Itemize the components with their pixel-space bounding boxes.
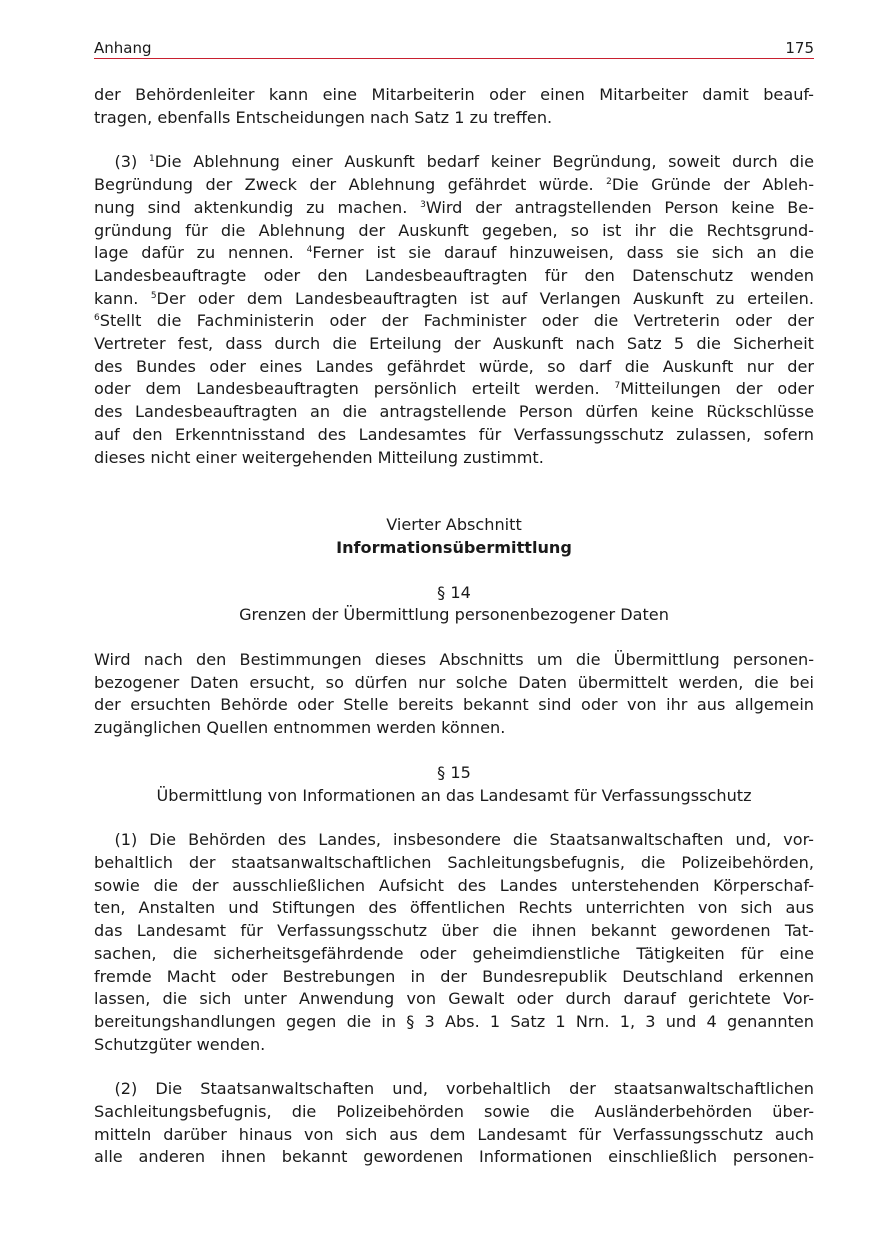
text-line: (1) Die Behörden des Landes, insbesondere die Staatsanwaltschaften und, vor- xyxy=(114,830,814,850)
text-line: das Landesamt für Verfassungsschutz über die ihnen bekannt gewordenen Tat- xyxy=(94,921,814,941)
body-text xyxy=(94,84,814,1169)
sentence-number: 1 xyxy=(149,154,155,165)
text-line: Begründung der Zweck der Ablehnung gefährdet würde. $^2$Die Gründe der Ableh- xyxy=(94,175,814,195)
text-line: fremde Macht oder Bestrebungen in der Bundesrepublik Deutschland erkennen xyxy=(94,966,814,986)
section-15-paragraph-1 xyxy=(94,829,814,1056)
text-line: bezogener Daten ersucht, so dürfen nur solche Daten übermittelt werden, die bei xyxy=(94,672,814,692)
text-line: nung sind aktenkundig zu machen. $^3$Wird der antragstellenden Person keine Be- xyxy=(94,197,815,217)
sentence-number: 7 xyxy=(614,381,621,392)
text-line: mitteln darüber hinaus von sich aus dem Landesamt für Verfassungsschutz auch xyxy=(94,1124,814,1144)
running-header xyxy=(94,38,814,60)
header-rule xyxy=(94,58,814,59)
text-line: lage dafür zu nennen. $^4$Ferner ist sie darauf hinzuweisen, dass sie sich an die xyxy=(94,243,814,263)
section-title: Übermittlung von Informationen an das Landesamt für Verfassungsschutz xyxy=(156,785,752,805)
section-14-heading xyxy=(94,582,814,627)
text-line: bereitungshandlungen gegen die in § 3 Abs. 1 Satz 1 Nrn. 1, 3 und 4 genannten xyxy=(94,1011,814,1031)
section-14-text xyxy=(94,649,814,740)
text-line: sachen, die sicherheitsgefährdende oder geheimdienstliche Tätigkeiten für eine xyxy=(94,943,814,963)
text-line: sowie die der ausschließlichen Aufsicht des Landes unterstehenden Körperschaf- xyxy=(94,875,814,895)
text-line: Landesbeauftragte oder den Landesbeauftragten für den Datenschutz wenden xyxy=(94,265,814,285)
chapter-label: Vierter Abschnitt xyxy=(386,515,522,535)
text-line: Vertreter fest, dass durch die Erteilung der Auskunft nach Satz 5 die Sicherheit xyxy=(94,334,814,354)
text-line: Sachleitungsbefugnis, die Polizeibehörden sowie die Ausländerbehörden über- xyxy=(94,1102,814,1122)
section-number: § 15 xyxy=(437,762,471,782)
page-number: 175 xyxy=(785,39,814,57)
intro-paragraph xyxy=(94,84,814,129)
text-line: $^6$Stellt die Fachministerin oder der Fachminister oder die Vertreterin oder der xyxy=(94,311,814,331)
text-line: oder dem Landesbeauftragten persönlich erteilt werden. $^7$Mitteilungen der oder xyxy=(94,379,814,399)
chapter-heading xyxy=(94,514,814,559)
section-15-heading xyxy=(94,762,814,807)
sentence-number: 3 xyxy=(420,199,426,210)
text-line: Schutzgüter wenden. xyxy=(94,1034,266,1054)
text-line: des Bundes oder eines Landes gefährdet würde, so darf die Auskunft nur der xyxy=(94,356,814,376)
text-line: (2) Die Staatsanwaltschaften und, vorbehaltlich der staatsanwaltschaftlichen xyxy=(114,1079,814,1099)
header-section-title: Anhang xyxy=(94,39,152,57)
text-line: der ersuchten Behörde oder Stelle bereits bekannt sind oder von ihr aus allgemein xyxy=(94,695,814,715)
text-line: behaltlich der staatsanwaltschaftlichen Sachleitungsbefugnis, die Polizeibehörden, xyxy=(94,852,814,872)
text-line: tragen, ebenfalls Entscheidungen nach Satz 1 zu treffen. xyxy=(94,107,553,127)
chapter-title: Informationsübermittlung xyxy=(336,537,572,557)
paragraph-3 xyxy=(94,151,814,469)
text-line: zugänglichen Quellen entnommen werden können. xyxy=(94,718,506,738)
text-line: alle anderen ihnen bekannt gewordenen Informationen einschließlich personen- xyxy=(94,1147,814,1167)
sentence-number: 4 xyxy=(306,245,313,256)
sentence-number: 2 xyxy=(606,177,612,188)
text-line: dieses nicht einer weitergehenden Mitteilung zustimmt. xyxy=(94,447,544,467)
text-line: ten, Anstalten und Stiftungen des öffentlichen Rechts unterrichten von sich aus xyxy=(94,898,814,918)
text-line: des Landesbeauftragten an die antragstellende Person dürfen keine Rückschlüsse xyxy=(94,402,814,422)
text-line: gründung für die Ablehnung der Auskunft gegeben, so ist ihr die Rechtsgrund- xyxy=(94,220,814,240)
text-line: der Behördenleiter kann eine Mitarbeiterin oder einen Mitarbeiter damit beauf- xyxy=(94,85,814,104)
sentence-number: 5 xyxy=(150,290,157,301)
section-title: Grenzen der Übermittlung personenbezogener Daten xyxy=(239,605,669,625)
text-line: auf den Erkenntnisstand des Landesamtes für Verfassungsschutz zulassen, sofern xyxy=(94,424,814,444)
section-number: § 14 xyxy=(437,582,471,602)
text-line: kann. $^5$Der oder dem Landesbeauftragten ist auf Verlangen Auskunft zu erteilen. xyxy=(94,288,814,308)
section-15-paragraph-2 xyxy=(94,1078,814,1169)
sentence-number: 6 xyxy=(94,313,100,324)
text-line: lassen, die sich unter Anwendung von Gewalt oder durch darauf gerichtete Vor- xyxy=(94,989,814,1009)
text-line: Wird nach den Bestimmungen dieses Abschnitts um die Übermittlung personen- xyxy=(94,650,814,670)
text-line: (3) $^1$Die Ablehnung einer Auskunft bedarf keiner Begründung, soweit durch die xyxy=(114,152,814,172)
